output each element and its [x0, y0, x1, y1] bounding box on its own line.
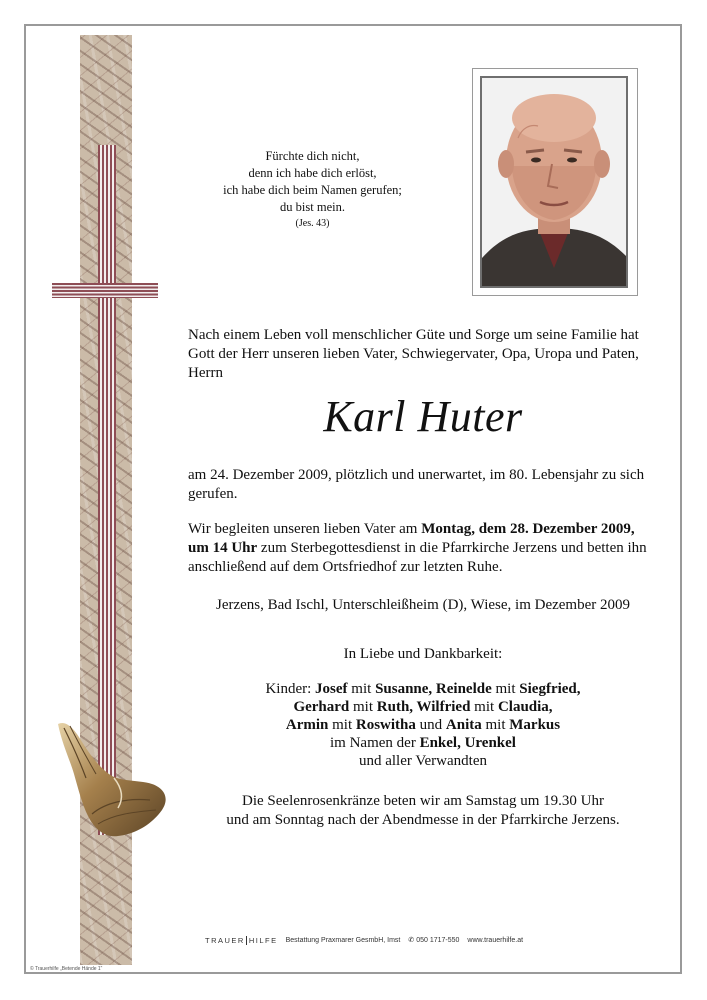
funeral-details: [188, 520, 658, 577]
funeral-text: Wir begleiten unseren lieben Vater am: [188, 521, 422, 537]
verse-line: denn ich habe dich erlöst,: [248, 166, 377, 180]
funeral-home-footer: [205, 933, 531, 947]
family-line: [188, 680, 658, 698]
logo-right: HILFE: [246, 936, 278, 945]
family-connector-text: mit: [349, 699, 377, 715]
family-member-name: Anita: [445, 717, 482, 733]
family-member-name: Siegfried,: [519, 681, 581, 697]
family-member-name: Roswitha: [355, 717, 416, 733]
family-member-name: Susanne, Reinelde: [375, 681, 492, 697]
funeral-text: zum Sterbegottesdienst in die Pfarrkirche Jerzens und betten ihn anschließend auf dem Ortsfriedhof zur letzten Ruhe.: [188, 540, 647, 575]
logo-left: TRAUER: [205, 935, 245, 945]
family-connector-text: mit: [347, 681, 376, 697]
rosary-info: [188, 792, 658, 830]
website-link[interactable]: www.trauerhilfe.at: [467, 936, 524, 944]
verse-line: Fürchte dich nicht,: [265, 149, 360, 163]
bible-verse: [220, 148, 405, 231]
family-line: [188, 734, 658, 752]
family-connector-text: im Namen der: [330, 735, 420, 751]
portrait-photo: [480, 76, 628, 288]
funeral-date-time: Montag, dem 28. Dezember 2009, um 14 Uhr: [188, 521, 635, 556]
company-name: Bestattung Praxmarer GesmbH, Imst: [285, 936, 401, 944]
family-connector-text: mit: [470, 699, 498, 715]
family-list: [188, 680, 658, 770]
family-line: [188, 716, 658, 734]
funeral-home-logo: [205, 936, 278, 945]
verse-line: ich habe dich beim Namen gerufen;: [223, 183, 402, 197]
phone-value: 050 1717-550: [416, 937, 460, 944]
phone-number: [408, 936, 459, 944]
phone-icon: ✆: [408, 937, 415, 944]
family-member-name: Armin: [285, 717, 329, 733]
family-line: [188, 752, 658, 770]
family-member-name: Markus: [509, 717, 561, 733]
family-member-name: Gerhard: [293, 699, 350, 715]
portrait-frame: [472, 68, 638, 296]
family-member-name: Claudia,: [497, 699, 553, 715]
verse-line: du bist mein.: [280, 200, 345, 214]
deceased-name: Karl Huter: [323, 392, 523, 441]
family-connector-text: und: [415, 717, 446, 733]
family-line: [188, 698, 658, 716]
family-connector-text: mit: [481, 717, 510, 733]
copyright-note: © Trauerhilfe „Betende Hände 1“: [30, 966, 103, 972]
cross-horizontal-beam: [52, 283, 158, 298]
intro-text: Nach einem Leben voll menschlicher Güte und Sorge um seine Familie hat Gott der Herr unseren lieben Vater, Schwiegervater, Opa, Uropa und Paten, Herrn: [188, 327, 639, 381]
verse-reference: (Jes. 43): [295, 218, 330, 229]
family-member-name: Josef: [315, 681, 348, 697]
family-connector-text: Kinder:: [265, 681, 316, 697]
rosary-line: Die Seelenrosenkränze beten wir am Samstag um 19.30 Uhr: [242, 793, 604, 809]
places-date: Jerzens, Bad Ischl, Unterschleißheim (D), Wiese, im Dezember 2009: [216, 597, 630, 613]
death-notice-text: am 24. Dezember 2009, plötzlich und unerwartet, im 80. Lebensjahr zu sich gerufen.: [188, 467, 645, 502]
family-connector-text: und aller Verwandten: [358, 753, 487, 769]
rosary-line: und am Sonntag nach der Abendmesse in der Pfarrkirche Jerzens.: [226, 812, 620, 828]
love-gratitude: In Liebe und Dankbarkeit:: [343, 646, 503, 662]
praying-hands-icon: [52, 718, 172, 840]
family-connector-text: mit: [328, 717, 356, 733]
family-connector-text: mit: [491, 681, 520, 697]
family-member-name: Enkel, Urenkel: [419, 735, 516, 751]
family-member-name: Ruth, Wilfried: [376, 699, 471, 715]
